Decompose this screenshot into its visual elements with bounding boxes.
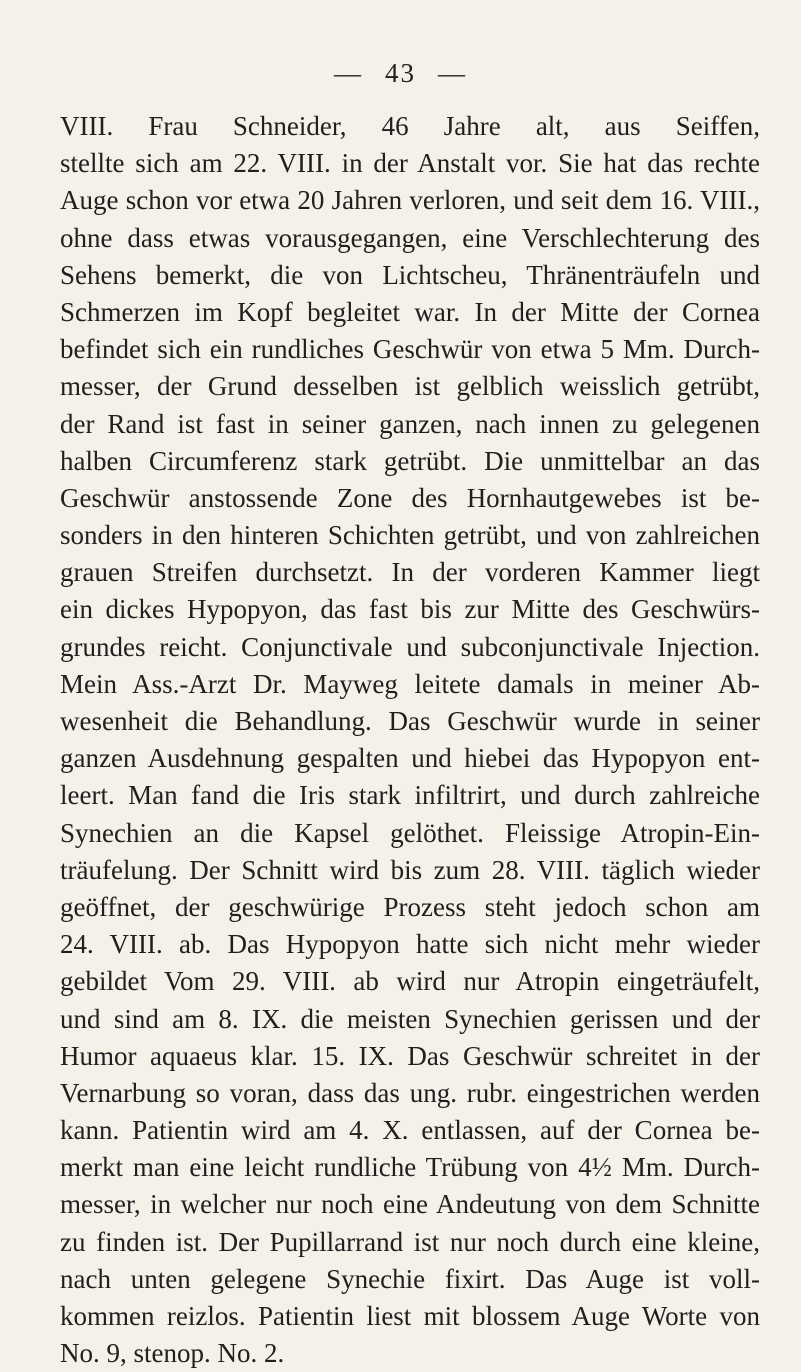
text-line: Synechien an die Kapsel gelöthet. Fleissige Atropin-Ein-: [60, 817, 760, 848]
text-line: befindet sich ein rundliches Geschwür von etwa 5 Mm. Durch-: [60, 334, 760, 365]
text-line: träufelung. Der Schnitt wird bis zum 28. VIII. täglich wieder: [60, 854, 760, 885]
text-line: Vernarbung so voran, dass das ung. rubr. eingestrichen werden: [60, 1077, 760, 1108]
text-line: messer, der Grund desselben ist gelblich weisslich getrübt,: [60, 371, 760, 402]
text-line: 24. VIII. ab. Das Hypopyon hatte sich nicht mehr wieder: [60, 929, 760, 960]
text-line: VIII. Frau Schneider, 46 Jahre alt, aus Seiffen,: [60, 111, 760, 141]
text-line: Sehens bemerkt, die von Lichtscheu, Thränenträufeln und: [60, 259, 760, 290]
text-line: Auge schon vor etwa 20 Jahren verloren, und seit dem 16. VIII.,: [60, 185, 760, 216]
text-line: messer, in welcher nur noch eine Andeutung von dem Schnitte: [60, 1189, 760, 1220]
text-line: zu finden ist. Der Pupillarrand ist nur noch durch eine kleine,: [60, 1226, 760, 1257]
text-line: wesenheit die Behandlung. Das Geschwür wurde in seiner: [60, 706, 760, 736]
text-line: leert. Man fand die Iris stark infiltrirt, und durch zahlreiche: [60, 780, 760, 811]
text-line: stellte sich am 22. VIII. in der Anstalt vor. Sie hat das rechte: [60, 148, 760, 179]
text-line: kommen reizlos. Patientin liest mit blossem Auge Worte von: [60, 1301, 760, 1331]
text-line: Mein Ass.-Arzt Dr. Mayweg leitete damals in meiner Ab-: [60, 668, 760, 699]
page-header: [0, 58, 801, 89]
text-line: halben Circumferenz stark getrübt. Die unmittelbar an das: [60, 445, 760, 476]
text-line: nach unten gelegene Synechie fixirt. Das Auge ist voll-: [60, 1263, 760, 1294]
text-line: grundes reicht. Conjunctivale und subconjunctivale Injection.: [60, 631, 760, 662]
case-report-paragraph: [60, 108, 760, 1372]
text-line: grauen Streifen durchsetzt. In der vorderen Kammer liegt: [60, 557, 760, 588]
text-line: sonders in den hinteren Schichten getrübt, und von zahlreichen: [60, 520, 760, 551]
text-line: ohne dass etwas vorausgegangen, eine Verschlechterung des: [60, 222, 760, 253]
text-line: merkt man eine leicht rundliche Trübung von 4½ Mm. Durch-: [60, 1152, 760, 1183]
text-line: ein dickes Hypopyon, das fast bis zur Mitte des Geschwürs-: [60, 594, 760, 625]
text-line: ganzen Ausdehnung gespalten und hiebei das Hypopyon ent-: [60, 743, 760, 774]
text-line: Schmerzen im Kopf begleitet war. In der Mitte der Cornea: [60, 296, 760, 327]
text-line: geöffnet, der geschwürige Prozess steht jedoch schon am: [60, 891, 760, 922]
text-line: kann. Patientin wird am 4. X. entlassen, auf der Cornea be-: [60, 1115, 760, 1146]
text-line: und sind am 8. IX. die meisten Synechien gerissen und der: [60, 1003, 760, 1034]
header-dash-right: —: [438, 58, 467, 88]
text-line-last: No. 9, stenop. No. 2.: [60, 1338, 285, 1369]
text-line: Geschwür anstossende Zone des Hornhautgewebes ist be-: [60, 482, 760, 513]
header-dash-left: —: [334, 58, 363, 88]
text-line: gebildet Vom 29. VIII. ab wird nur Atropin eingeträufelt,: [60, 966, 760, 997]
text-line: der Rand ist fast in seiner ganzen, nach innen zu gelegenen: [60, 408, 760, 439]
text-line: Humor aquaeus klar. 15. IX. Das Geschwür schreitet in der: [60, 1040, 760, 1071]
page-number: 43: [385, 58, 416, 88]
